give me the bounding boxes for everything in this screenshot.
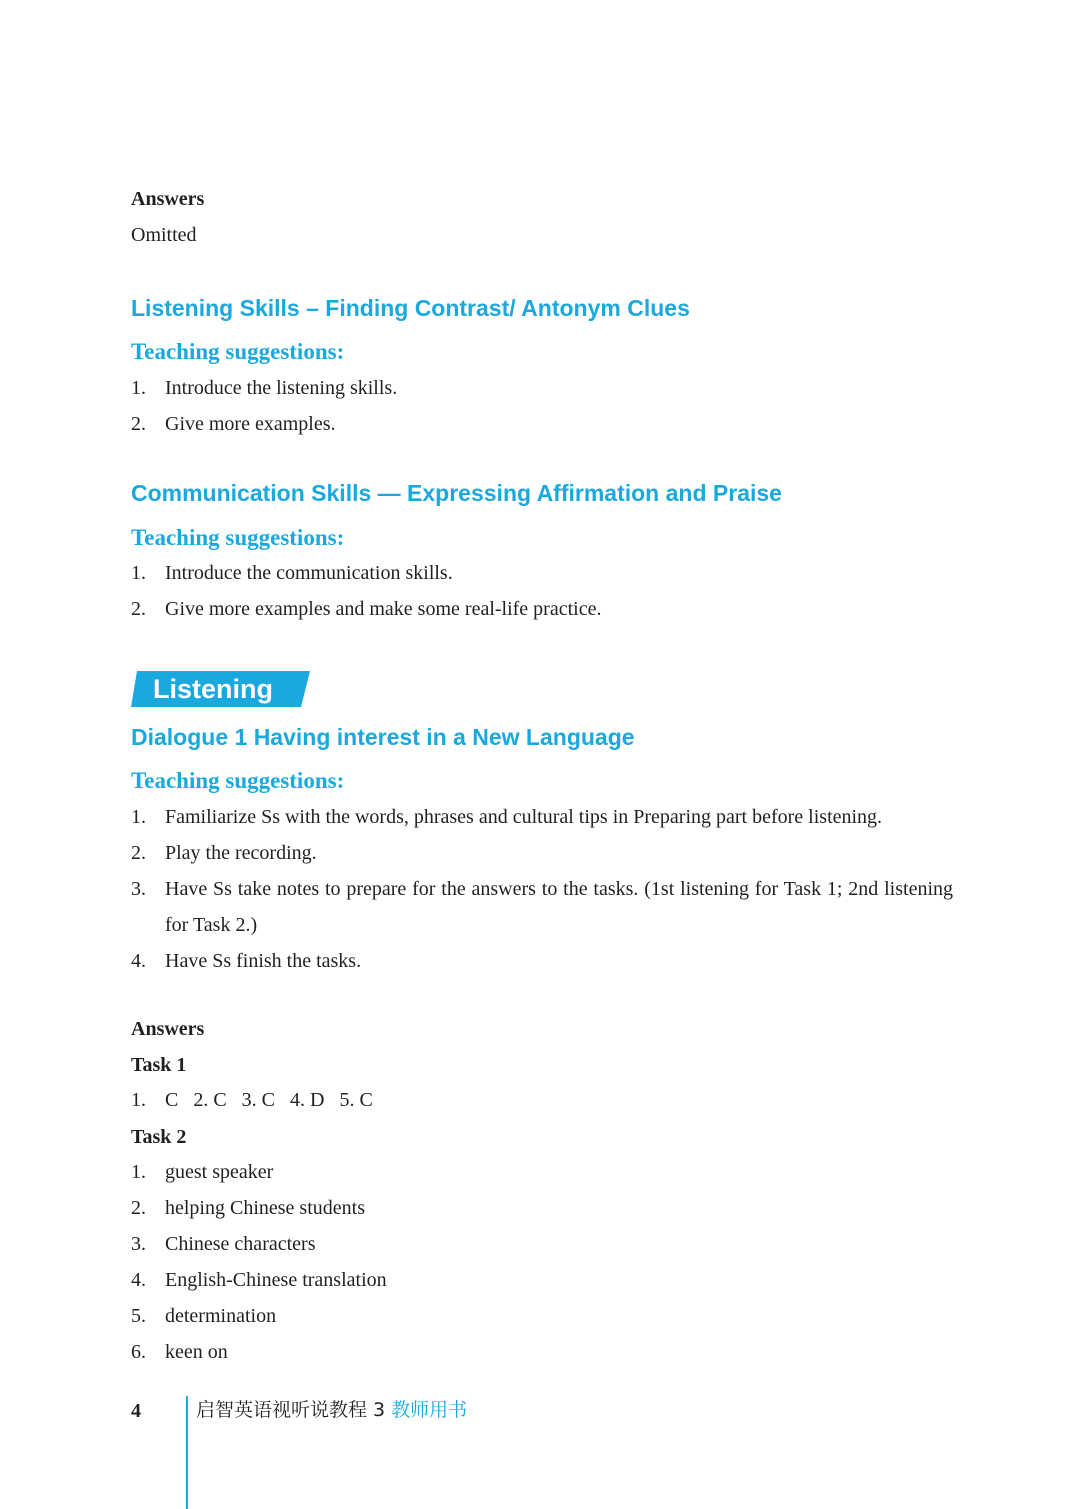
list-item — [131, 1226, 961, 1262]
list-text: Chinese characters — [165, 1233, 316, 1255]
list-item — [131, 1190, 961, 1226]
list-text: Give more examples and make some real-life practice. — [165, 598, 602, 620]
list-text: Introduce the communication skills. — [165, 562, 453, 584]
list-text: Familiarize Ss with the words, phrases and cultural tips in Preparing part before listening. — [165, 806, 883, 828]
task2-heading: Task 2 — [131, 1126, 187, 1148]
teaching-suggestions-heading: Teaching suggestions: — [131, 768, 345, 793]
book-title — [196, 1398, 467, 1422]
list-number: 1. — [131, 377, 146, 399]
book-title-subtitle: 教师用书 — [391, 1399, 468, 1421]
answers-heading: Answers — [131, 1018, 205, 1040]
list-text: English-Chinese translation — [165, 1269, 387, 1291]
list-item — [131, 591, 961, 627]
list-number: 5. — [131, 1305, 146, 1327]
list-number: 2. — [131, 598, 146, 620]
list-number: 2. — [131, 1197, 146, 1219]
list-item — [131, 1298, 961, 1334]
list-text: helping Chinese students — [165, 1197, 365, 1219]
list-item — [131, 835, 961, 871]
page-number: 4 — [131, 1400, 141, 1422]
list-item — [131, 871, 953, 943]
listening-banner — [131, 671, 310, 707]
task1-answer-text: C 2. C 3. C 4. D 5. C — [165, 1089, 373, 1111]
list-number: 4. — [131, 1269, 146, 1291]
list-text: determination — [165, 1305, 277, 1327]
list-text: guest speaker — [165, 1161, 274, 1183]
list-text: Have Ss take notes to prepare for the answers to the tasks. (1st listening for Task 1; 2nd listening for Task 2.) — [165, 878, 953, 936]
list-text: Have Ss finish the tasks. — [165, 950, 362, 972]
list-text: Introduce the listening skills. — [165, 377, 398, 399]
answers-heading: Answers — [131, 188, 205, 210]
teaching-suggestions-heading: Teaching suggestions: — [131, 339, 345, 364]
list-text: Play the recording. — [165, 842, 317, 864]
section-title-communication-skills: Communication Skills — Expressing Affirmation and Praise — [131, 480, 782, 506]
list-number: 1. — [131, 1089, 146, 1111]
teaching-suggestions-heading: Teaching suggestions: — [131, 525, 345, 550]
dialogue-title: Dialogue 1 Having interest in a New Language — [131, 724, 635, 750]
list-item — [131, 370, 961, 406]
list-item — [131, 406, 961, 442]
section-title-listening-skills: Listening Skills – Finding Contrast/ Antonym Clues — [131, 295, 690, 321]
list-number: 6. — [131, 1341, 146, 1363]
task1-answers — [131, 1082, 961, 1118]
list-number: 3. — [131, 1233, 146, 1255]
list-item — [131, 1334, 961, 1370]
list-number: 1. — [131, 806, 146, 828]
list-number: 4. — [131, 950, 146, 972]
list-number: 2. — [131, 413, 146, 435]
list-item — [131, 555, 961, 591]
list-number: 2. — [131, 842, 146, 864]
task1-heading: Task 1 — [131, 1054, 187, 1076]
list-text: Give more examples. — [165, 413, 336, 435]
list-item — [131, 799, 961, 835]
answers-text: Omitted — [131, 224, 197, 246]
list-number: 1. — [131, 562, 146, 584]
list-text: keen on — [165, 1341, 228, 1363]
footer-divider — [186, 1396, 188, 1509]
list-item — [131, 943, 961, 979]
book-title-main: 启智英语视听说教程 3 — [196, 1399, 392, 1421]
list-number: 3. — [131, 878, 146, 900]
list-item — [131, 1154, 961, 1190]
banner-label: Listening — [153, 674, 273, 704]
list-item — [131, 1262, 961, 1298]
list-number: 1. — [131, 1161, 146, 1183]
